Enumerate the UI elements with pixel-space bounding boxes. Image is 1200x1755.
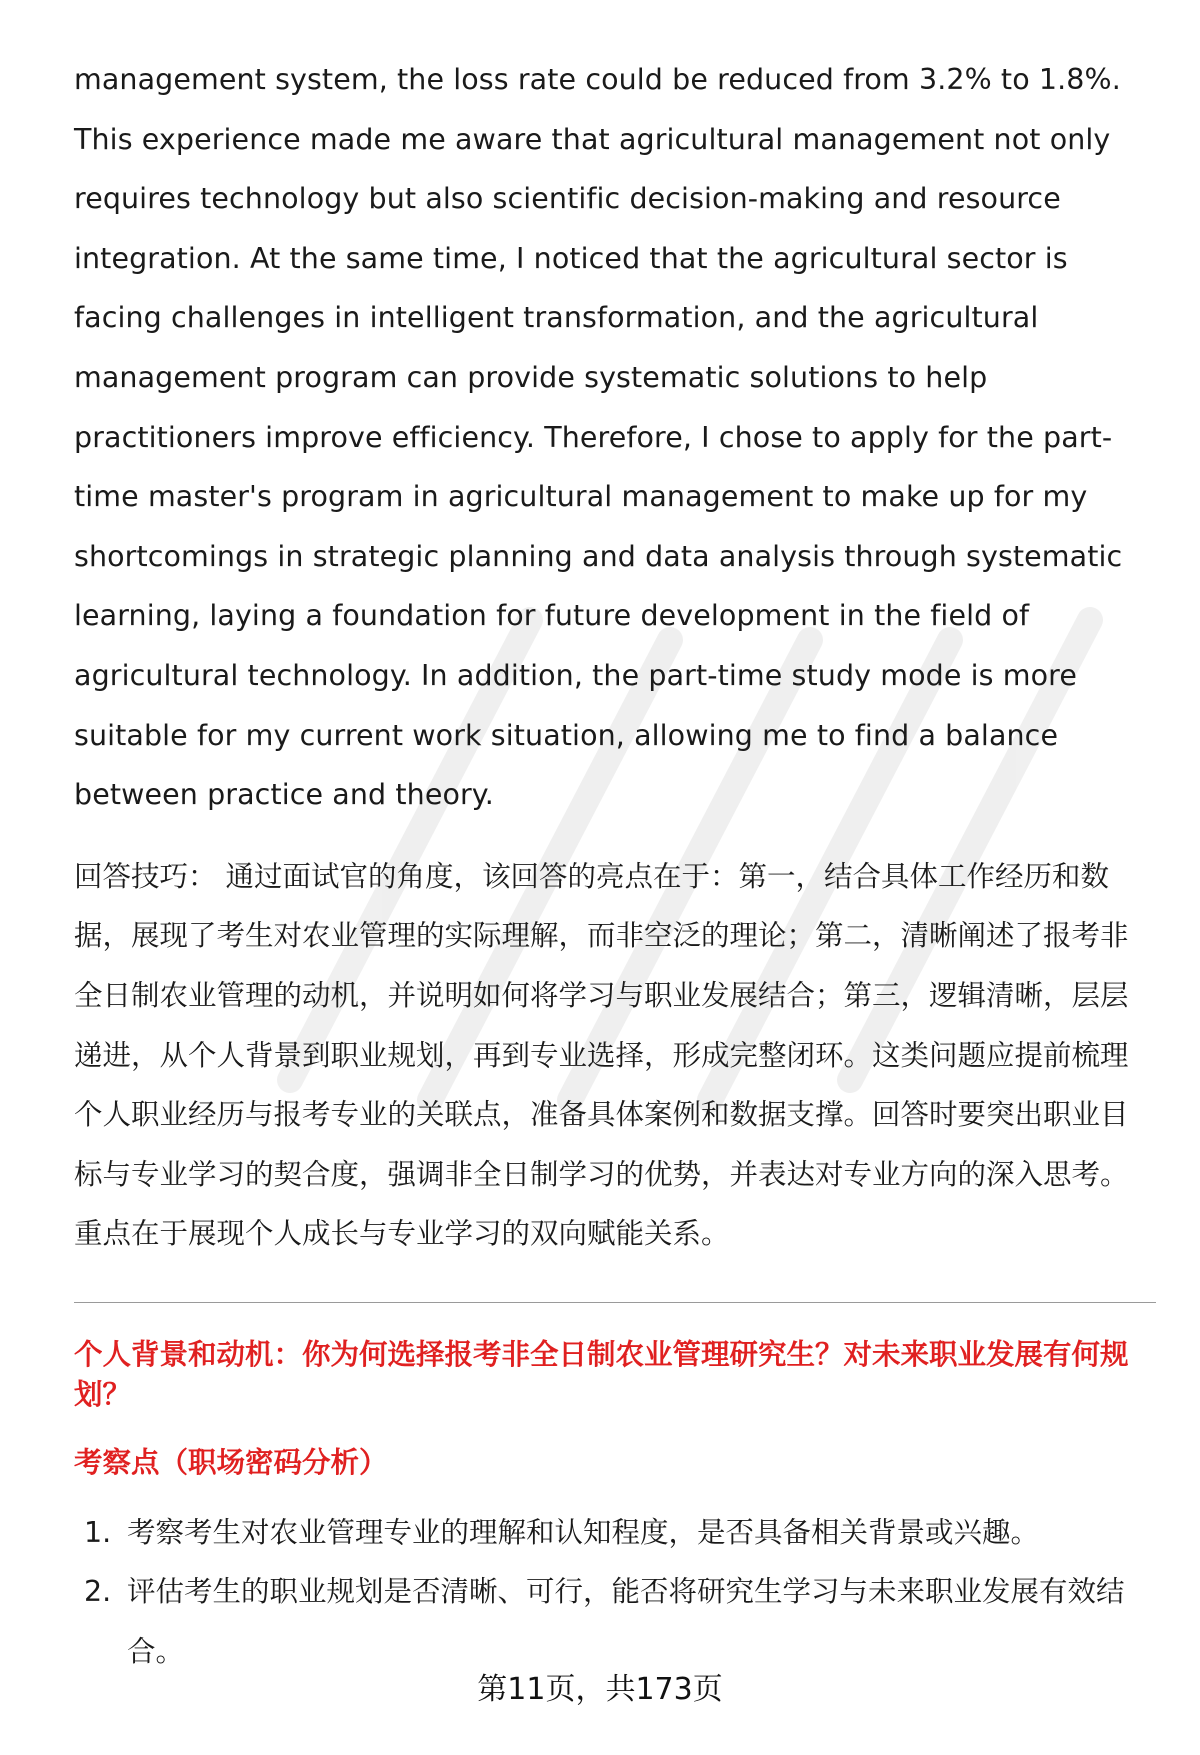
evaluation-points-list <box>74 1503 1154 1682</box>
list-item-text: 考察考生对农业管理专业的理解和认知程度，是否具备相关背景或兴趣。 <box>127 1515 1040 1549</box>
list-item <box>74 1562 1154 1681</box>
list-item <box>74 1503 1154 1563</box>
page-number-footer: 第11页，共173页 <box>477 1672 723 1707</box>
page-content <box>74 50 1154 1682</box>
list-item-number: 1. <box>84 1515 112 1549</box>
answer-paragraph: management system, the loss rate could be reduced from 3.2% to 1.8%. This experience made me aware that agricultural management not only requires technology but also scientific decision-making and resource integration. At the same time, I noticed that the agricultural sector is facing challenges in intelligent transformation, and the agricultural management program can provide systematic solutions to help practitioners improve efficiency. Therefore, I chose to apply for the part-time master's program in agricultural management to make up for my shortcomings in strategic planning and data analysis through systematic learning, laying a foundation for future development in the field of agricultural technology. In addition, the part-time study mode is more suitable for my current work situation, allowing me to find a balance between practice and theory. <box>74 63 1123 812</box>
list-item-text: 评估考生的职业规划是否清晰、可行，能否将研究生学习与未来职业发展有效结合。 <box>127 1575 1125 1669</box>
question-heading: 个人背景和动机：你为何选择报考非全日制农业管理研究生？对未来职业发展有何规划？ <box>74 1337 1129 1411</box>
answer-tips-paragraph: 回答技巧： 通过面试官的角度，该回答的亮点在于：第一，结合具体工作经历和数据，展现了考生对农业管理的实际理解，而非空泛的理论；第二，清晰阐述了报考非全日制农业管理的动机，并说明如何将学习与职业发展结合；第三，逻辑清晰，层层递进，从个人背景到职业规划，再到专业选择，形成完整闭环。这类问题应提前梳理个人职业经历与报考专业的关联点，准备具体案例和数据支撑。回答时要突出职业目标与专业学习的契合度，强调非全日制学习的优势，并表达对专业方向的深入思考。重点在于展现个人成长与专业学习的双向赋能关系。 <box>74 859 1129 1251</box>
section-divider <box>74 1302 1156 1303</box>
evaluation-points-title: 考察点（职场密码分析） <box>74 1445 388 1479</box>
list-item-number: 2. <box>84 1575 112 1609</box>
